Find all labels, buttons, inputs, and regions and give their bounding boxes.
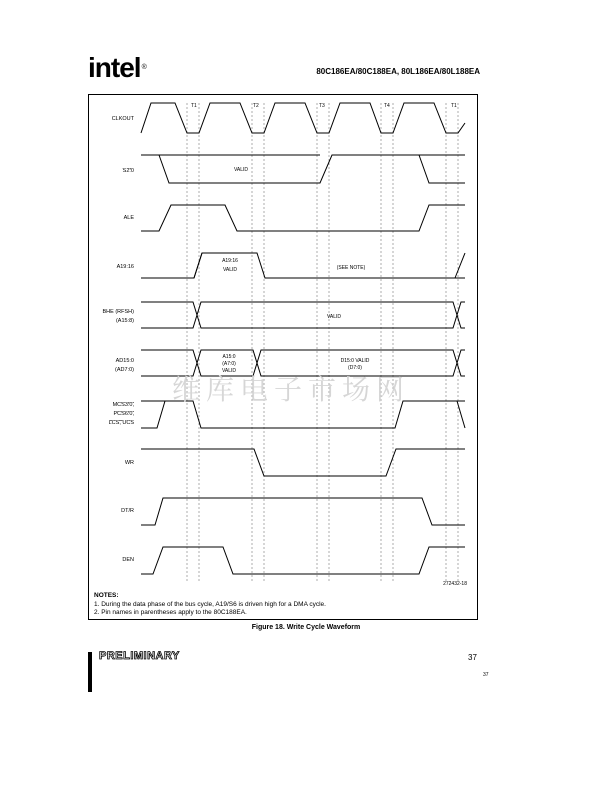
a1916-valid-line1: A19:16 [222, 258, 238, 264]
ad-address-line1: A15:0 [222, 354, 236, 360]
clock-label-t1-next: T1 [451, 103, 457, 109]
note-2: 2. Pin names in parentheses apply to the 80C188EA. [94, 609, 247, 616]
clock-label-t3: T3 [319, 103, 325, 109]
waveform-clkout [141, 103, 465, 133]
intel-logo [88, 54, 146, 82]
signal-label-clkout: CLKOUT [111, 116, 134, 122]
preliminary-label: PRELIMINARY [99, 650, 180, 662]
watermark: 维库电子市场网 [172, 373, 411, 406]
ad-address-line2: (A7:0) [222, 361, 236, 367]
bhe-valid-label: VALID [326, 314, 342, 320]
waveform-wr [141, 449, 465, 476]
signal-label-bhe: BHE (RFSH) [102, 309, 134, 315]
waveform-den [141, 547, 465, 574]
signal-label-ale: ALE [123, 215, 134, 221]
signal-label-ad150-alt: (AD7:0) [115, 367, 134, 373]
intel-logo-text: intel [88, 52, 141, 83]
signal-label-ad150: AD15:0 [115, 358, 134, 364]
ad-data-line1: D15:0 VALID [340, 358, 370, 364]
figure-caption: Figure 18. Write Cycle Waveform [251, 624, 361, 631]
waveform-s20 [141, 155, 465, 183]
waveform-ale [141, 205, 465, 231]
clock-label-t2: T2 [253, 103, 259, 109]
page-number-small: 37 [483, 672, 489, 678]
figure-code: 272432-18 [443, 581, 467, 587]
note-1: 1. During the data phase of the bus cycle, A19/S6 is driven high for a DMA cycle. [94, 600, 326, 608]
signal-label-den: DEN [122, 557, 134, 563]
clock-label-t4: T4 [384, 103, 390, 109]
signal-label-s20: S2:0 [122, 168, 134, 174]
signal-label-wr: WR [124, 460, 134, 466]
preliminary-bar [88, 652, 92, 692]
page-number: 37 [468, 653, 477, 662]
s20-valid-label: VALID [233, 167, 249, 173]
registered-mark: ® [141, 64, 146, 71]
see-note-label: (SEE NOTE) [336, 265, 366, 271]
waveform-dtr [141, 498, 465, 525]
ad-data-line2: (D7:0) [348, 365, 362, 371]
signal-label-pcs: PCS6:0, [113, 411, 134, 417]
notes [94, 592, 326, 618]
signal-label-dtr: DT/R [121, 508, 134, 514]
ad-address-line3: VALID [221, 368, 237, 374]
write-cycle-timing-diagram [88, 94, 478, 620]
notes-heading: NOTES: [94, 592, 119, 599]
signal-label-lcs-ucs: LCS, UCS [108, 420, 134, 426]
document-title: 80C186EA/80C188EA, 80L186EA/80L188EA [316, 67, 480, 76]
signal-label-mcs: MCS3:0, [112, 402, 134, 408]
waveform-a1916 [141, 253, 465, 278]
clock-label-t1: T1 [191, 103, 197, 109]
signal-label-bhe-alt: (A15:8) [115, 318, 134, 324]
signal-label-a1916: A19:16 [116, 264, 134, 270]
waveform-bhe [141, 302, 465, 328]
guide-lines [187, 103, 458, 583]
a1916-valid-line2: VALID [222, 267, 238, 273]
